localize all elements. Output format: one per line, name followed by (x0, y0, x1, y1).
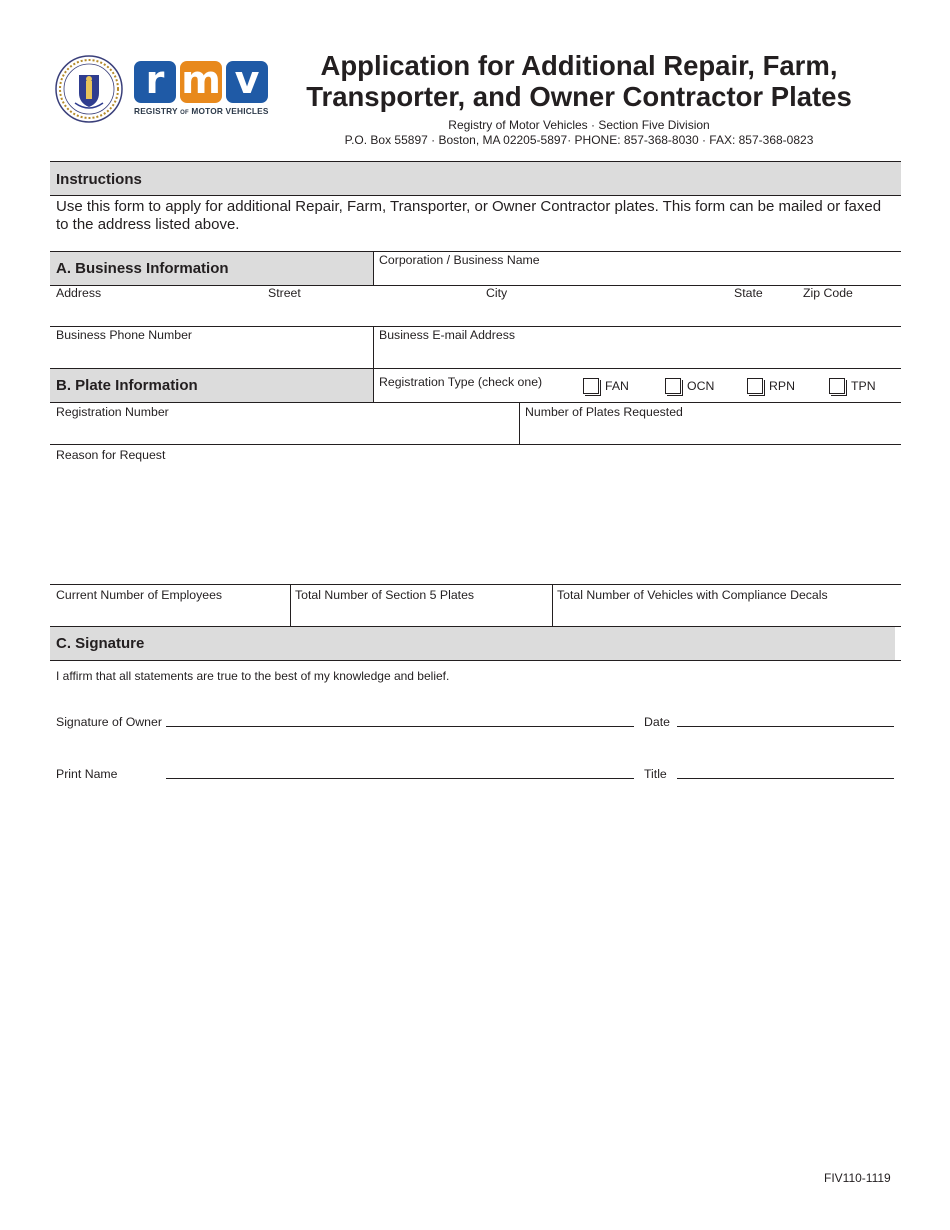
print-name-line[interactable] (166, 778, 634, 779)
section5-plates-field[interactable]: Total Number of Section 5 Plates (295, 588, 475, 602)
address-label: Address (56, 286, 102, 300)
instructions-text: Use this form to apply for additional Repair, Farm, Transporter, or Owner Contractor plates. This form can be mailed or faxed to the address listed above. (56, 198, 882, 233)
form-code: FIV110-1119 (824, 1171, 891, 1185)
divider (373, 252, 374, 286)
divider (50, 402, 901, 403)
page-title (290, 50, 868, 112)
corporation-name-field[interactable]: Corporation / Business Name (379, 253, 540, 267)
tpn-option-label: TPN (851, 379, 876, 393)
zip-code-field[interactable]: Zip Code (803, 286, 853, 300)
street-field[interactable]: Street (268, 286, 301, 300)
rmv-logo-m: m (181, 58, 221, 102)
tpn-checkbox[interactable] (829, 378, 845, 394)
divider (552, 585, 553, 626)
rmv-logo-r: r (134, 61, 176, 103)
signature-label: Signature of Owner (56, 715, 162, 729)
print-name-label: Print Name (56, 767, 118, 781)
section-c-bar (50, 627, 895, 660)
registration-number-field[interactable]: Registration Number (56, 405, 169, 419)
reason-for-request-field[interactable]: Reason for Request (56, 448, 166, 462)
instructions-bar (50, 162, 901, 195)
section-a-title: A. Business Information (56, 260, 229, 277)
divider (373, 327, 374, 368)
city-field[interactable]: City (486, 286, 508, 300)
divider (373, 369, 374, 403)
title-line-1: Application for Additional Repair, Farm, (320, 50, 838, 81)
ocn-option-label: OCN (687, 379, 715, 393)
section-b-title: B. Plate Information (56, 377, 198, 394)
divider (50, 195, 901, 196)
business-email-field[interactable]: Business E-mail Address (379, 328, 516, 342)
divider (50, 584, 901, 585)
plates-requested-field[interactable]: Number of Plates Requested (525, 405, 683, 419)
ocn-checkbox[interactable] (665, 378, 681, 394)
title-label: Title (644, 767, 667, 781)
divider (50, 326, 901, 327)
rmv-logo-v: v (226, 61, 268, 103)
section-c-title: C. Signature (56, 635, 145, 652)
divider (290, 585, 291, 626)
fan-checkbox[interactable] (583, 378, 599, 394)
title-line-2: Transporter, and Owner Contractor Plates (306, 81, 852, 112)
massachusetts-seal-icon (55, 55, 123, 123)
divider (50, 444, 901, 445)
divider (519, 403, 520, 444)
instructions-title: Instructions (56, 171, 142, 188)
registration-type-label: Registration Type (check one) (379, 375, 543, 389)
business-phone-field[interactable]: Business Phone Number (56, 328, 193, 342)
address-line: P.O. Box 55897 · Boston, MA 02205-5897· PHONE: 857-368-8030 · FAX: 857-368-0823 (344, 133, 814, 147)
signature-line[interactable] (166, 726, 634, 727)
title-line[interactable] (677, 778, 894, 779)
date-label: Date (644, 715, 670, 729)
divider (50, 660, 901, 661)
fan-option-label: FAN (605, 379, 629, 393)
employees-field[interactable]: Current Number of Employees (56, 588, 223, 602)
rpn-checkbox[interactable] (747, 378, 763, 394)
affirmation-text: I affirm that all statements are true to the best of my knowledge and belief. (56, 669, 450, 683)
rmv-caption: REGISTRY OF MOTOR VEHICLES (134, 106, 269, 116)
rpn-option-label: RPN (769, 379, 795, 393)
state-field[interactable]: State (734, 286, 763, 300)
divider (50, 285, 901, 286)
date-line[interactable] (677, 726, 894, 727)
agency-line: Registry of Motor Vehicles · Section Five Division (448, 118, 710, 132)
compliance-decals-field[interactable]: Total Number of Vehicles with Compliance Decals (557, 588, 828, 602)
